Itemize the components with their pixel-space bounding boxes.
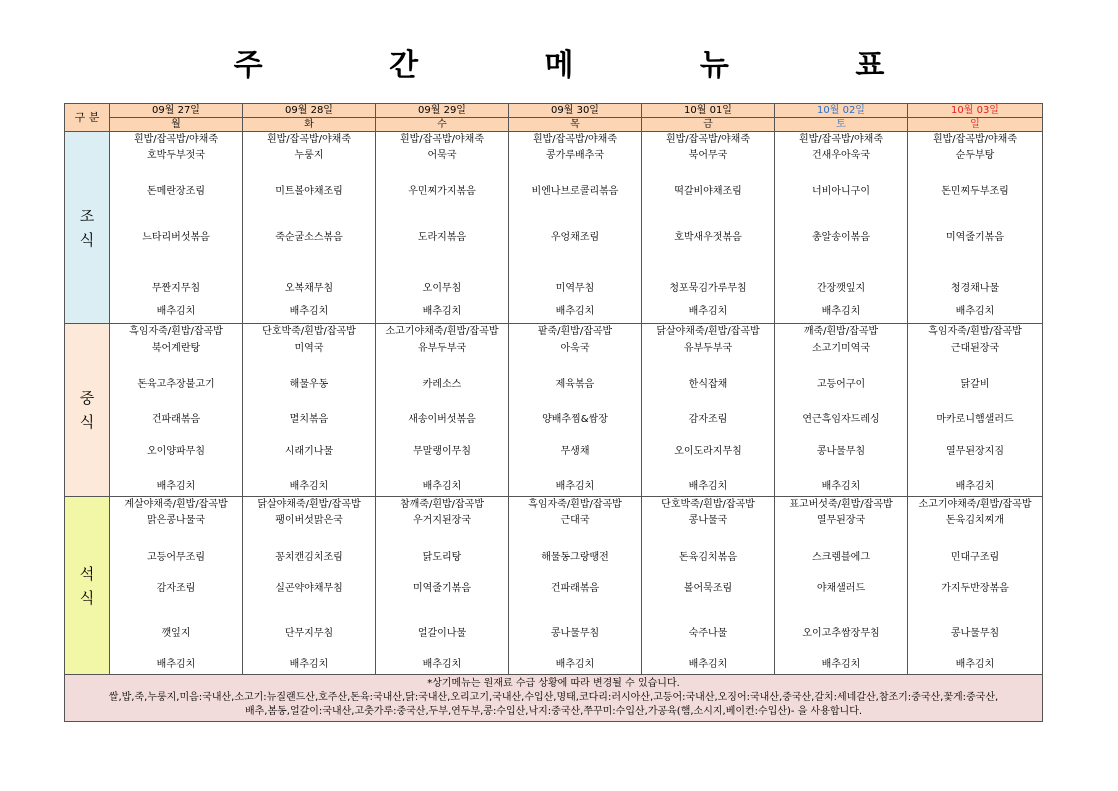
notes-box — [65, 675, 1043, 722]
menu-item: 느타리버섯볶음 — [142, 232, 210, 243]
menu-item: 흰밥/잡곡밥/야채죽 — [266, 134, 352, 145]
section-row-dinner — [65, 497, 1043, 675]
menu-cell-dinner-3 — [509, 497, 642, 675]
notes-line-2: 쌀,밥,죽,누룽지,미음:국내산,소고기:뉴질랜드산,호주산,돈육:국내산,닭:국내산,오리고기,국내산,수입산,명태,코다리:러시아산,고등어:국내산,오징어:국내산,중국산,갈치:세네갈산,참조기:중국산,꽃게:중국산, — [108, 692, 999, 703]
menu-item: 소고기야채죽/흰밥/잡곡밥 — [385, 326, 499, 337]
menu-item: 무말랭이무침 — [413, 446, 471, 457]
menu-item: 얼갈이나물 — [417, 628, 467, 639]
menu-item: 미역줄기볶음 — [946, 232, 1004, 243]
header-label: 구 분 — [65, 104, 110, 132]
menu-item: 돈메란장조림 — [147, 186, 205, 197]
section-label-dinner: 석 식 — [65, 497, 110, 675]
menu-item: 닭갈비 — [960, 379, 990, 390]
menu-item: 해물우동 — [289, 379, 329, 390]
menu-item: 배추김치 — [955, 306, 995, 317]
section-row-breakfast — [65, 132, 1043, 324]
day-weekday-5: 토 — [775, 118, 908, 132]
day-weekday-3: 목 — [509, 118, 642, 132]
menu-item: 닭살야채죽/흰밥/잡곡밥 — [257, 499, 361, 510]
menu-item: 떡갈비야채조림 — [674, 186, 742, 197]
menu-cell-breakfast-6 — [908, 132, 1043, 324]
notes-line-1: *상기메뉴는 원재료 수급 상황에 따라 변경될 수 있습니다. — [427, 678, 680, 689]
menu-cell-dinner-0 — [110, 497, 243, 675]
menu-item: 누룽지 — [294, 150, 324, 161]
menu-item: 비엔나브로콜리볶음 — [531, 186, 619, 197]
menu-item: 도라지볶음 — [417, 232, 467, 243]
menu-item: 총알송이볶음 — [812, 232, 870, 243]
menu-item: 야채샐러드 — [816, 583, 866, 594]
menu-item: 흰밥/잡곡밥/야채죽 — [133, 134, 219, 145]
menu-item: 흰밥/잡곡밥/야채죽 — [798, 134, 884, 145]
menu-item: 흑임자죽/흰밥/잡곡밥 — [528, 499, 622, 510]
menu-item: 볼어묵조림 — [683, 583, 733, 594]
menu-item: 배추김치 — [955, 659, 995, 670]
menu-cell-dinner-1 — [243, 497, 376, 675]
menu-item: 흰밥/잡곡밥/야채죽 — [399, 134, 485, 145]
day-weekday-6: 일 — [908, 118, 1043, 132]
menu-item: 고등어구이 — [816, 379, 866, 390]
menu-item: 북어무국 — [688, 150, 728, 161]
page-title: 주 간 메 뉴 표 — [233, 48, 943, 83]
menu-item: 북어계란탕 — [151, 343, 201, 354]
menu-item: 간장깻잎지 — [816, 283, 866, 294]
menu-cell-breakfast-0 — [110, 132, 243, 324]
menu-item: 양배추찜&쌈장 — [542, 414, 608, 425]
menu-item: 우민찌가지볶음 — [408, 186, 476, 197]
menu-item: 시래기나물 — [284, 446, 334, 457]
menu-item: 배추김치 — [156, 306, 196, 317]
menu-item: 깻잎지 — [161, 628, 191, 639]
menu-item: 가지두반장볶음 — [941, 583, 1009, 594]
menu-item: 소고기미역국 — [812, 343, 870, 354]
menu-item: 카레소스 — [422, 379, 462, 390]
menu-item: 스크렘블에그 — [812, 552, 870, 563]
menu-item: 건새우아욱국 — [812, 150, 870, 161]
menu-item: 청경채나물 — [950, 283, 1000, 294]
menu-item: 맑은콩나물국 — [147, 515, 205, 526]
menu-cell-breakfast-2 — [376, 132, 509, 324]
menu-cell-lunch-2 — [376, 324, 509, 497]
menu-item: 배추김치 — [555, 481, 595, 492]
menu-item: 콩나물무침 — [550, 628, 600, 639]
menu-item: 오이무침 — [422, 283, 462, 294]
menu-cell-breakfast-4 — [642, 132, 775, 324]
menu-item: 연근흑임자드레싱 — [802, 414, 880, 425]
menu-item: 배추김치 — [688, 659, 728, 670]
menu-item: 돈육고추장불고기 — [137, 379, 215, 390]
menu-item: 배추김치 — [289, 659, 329, 670]
menu-cell-breakfast-5 — [775, 132, 908, 324]
menu-item: 고등어무조림 — [147, 552, 205, 563]
menu-item: 제육볶음 — [555, 379, 595, 390]
menu-item: 배추김치 — [289, 306, 329, 317]
menu-item: 단무지무침 — [284, 628, 334, 639]
menu-item: 호박새우젓볶음 — [674, 232, 742, 243]
menu-item: 배추김치 — [821, 659, 861, 670]
menu-item: 근대국 — [560, 515, 590, 526]
menu-item: 숙주나물 — [688, 628, 728, 639]
menu-item: 배추김치 — [955, 481, 995, 492]
day-date-4: 10월 01일 — [642, 104, 775, 118]
menu-item: 흰밥/잡곡밥/야채죽 — [932, 134, 1018, 145]
day-weekday-1: 화 — [243, 118, 376, 132]
day-date-0: 09월 27일 — [110, 104, 243, 118]
menu-item: 청포묵김가루무침 — [669, 283, 747, 294]
menu-item: 오복채무침 — [284, 283, 334, 294]
menu-item: 미역무침 — [555, 283, 595, 294]
menu-item: 감자조림 — [156, 583, 196, 594]
menu-item: 배추김치 — [821, 306, 861, 317]
menu-item: 열무된장국 — [816, 515, 866, 526]
menu-item: 깨죽/흰밥/잡곡밥 — [803, 326, 879, 337]
menu-item: 아욱국 — [560, 343, 590, 354]
menu-cell-lunch-4 — [642, 324, 775, 497]
day-weekday-2: 수 — [376, 118, 509, 132]
menu-item: 배추김치 — [688, 481, 728, 492]
day-date-6: 10월 03일 — [908, 104, 1043, 118]
notes-line-3: 배추,봄동,얼갈이:국내산,고춧가루:중국산,두부,연두부,콩:수입산,낙지:중국산,쭈꾸미:수입산,가공육(햄,소시지,베이컨:수입산)- 을 사용합니다. — [244, 706, 863, 717]
menu-item: 오이양파무침 — [147, 446, 205, 457]
section-label-breakfast: 조 식 — [65, 132, 110, 324]
menu-item: 콩가루배추국 — [546, 150, 604, 161]
menu-item: 열무된장지짐 — [946, 446, 1004, 457]
menu-item: 건파래볶음 — [151, 414, 201, 425]
menu-item: 닭도리탕 — [422, 552, 462, 563]
menu-cell-dinner-5 — [775, 497, 908, 675]
menu-item: 콩나물무침 — [950, 628, 1000, 639]
menu-item: 호박두부젓국 — [147, 150, 205, 161]
menu-item: 미역국 — [294, 343, 324, 354]
menu-item: 해물동그랑땡전 — [541, 552, 609, 563]
menu-item: 돈육김치볶음 — [679, 552, 737, 563]
menu-item: 순두부탕 — [955, 150, 995, 161]
menu-item: 실곤약야채무침 — [275, 583, 343, 594]
menu-item: 새송이버섯볶음 — [408, 414, 476, 425]
menu-item: 배추김치 — [289, 481, 329, 492]
menu-item: 우거지된장국 — [413, 515, 471, 526]
menu-item: 돈육김치찌개 — [946, 515, 1004, 526]
menu-cell-breakfast-1 — [243, 132, 376, 324]
menu-item: 멸치볶음 — [289, 414, 329, 425]
menu-item: 흰밥/잡곡밥/야채죽 — [532, 134, 618, 145]
menu-item: 닭살야채죽/흰밥/잡곡밥 — [656, 326, 760, 337]
menu-item: 참깨죽/흰밥/잡곡밥 — [399, 499, 485, 510]
menu-item: 감자조림 — [688, 414, 728, 425]
menu-item: 마카로니햄샐러드 — [936, 414, 1014, 425]
menu-cell-lunch-6 — [908, 324, 1043, 497]
menu-item: 배추김치 — [156, 481, 196, 492]
menu-cell-lunch-5 — [775, 324, 908, 497]
menu-item: 단호박죽/흰밥/잡곡밥 — [661, 499, 755, 510]
section-row-lunch — [65, 324, 1043, 497]
menu-cell-lunch-0 — [110, 324, 243, 497]
menu-item: 콩나물무침 — [816, 446, 866, 457]
menu-item: 배추김치 — [422, 481, 462, 492]
menu-item: 죽순굴소스볶음 — [275, 232, 343, 243]
menu-item: 팽이버섯맑은국 — [275, 515, 343, 526]
menu-item: 미역줄기볶음 — [413, 583, 471, 594]
day-date-1: 09월 28일 — [243, 104, 376, 118]
menu-item: 배추김치 — [688, 306, 728, 317]
menu-item: 단호박죽/흰밥/잡곡밥 — [262, 326, 356, 337]
menu-cell-breakfast-3 — [509, 132, 642, 324]
menu-item: 꽁치캔김치조림 — [275, 552, 343, 563]
menu-item: 돈민찌두부조림 — [941, 186, 1009, 197]
day-date-5: 10월 02일 — [775, 104, 908, 118]
menu-item: 흰밥/잡곡밥/야채죽 — [665, 134, 751, 145]
menu-item: 계살야채죽/흰밥/잡곡밥 — [124, 499, 228, 510]
section-label-lunch: 중 식 — [65, 324, 110, 497]
menu-item: 오이고추쌈장무침 — [802, 628, 880, 639]
menu-item: 유부두부국 — [683, 343, 733, 354]
menu-item: 무짠지무침 — [151, 283, 201, 294]
menu-cell-lunch-1 — [243, 324, 376, 497]
menu-item: 민대구조림 — [950, 552, 1000, 563]
menu-item: 무생채 — [560, 446, 590, 457]
menu-cell-dinner-4 — [642, 497, 775, 675]
menu-item: 흑임자죽/흰밥/잡곡밥 — [928, 326, 1022, 337]
weekly-menu-table — [64, 103, 1043, 722]
menu-item: 건파래볶음 — [550, 583, 600, 594]
menu-item: 오이도라지무침 — [674, 446, 742, 457]
menu-item: 근대된장국 — [950, 343, 1000, 354]
menu-item: 표고버섯죽/흰밥/잡곡밥 — [789, 499, 893, 510]
menu-item: 배추김치 — [555, 659, 595, 670]
menu-cell-lunch-3 — [509, 324, 642, 497]
menu-cell-dinner-6 — [908, 497, 1043, 675]
menu-item: 우엉채조림 — [550, 232, 600, 243]
day-date-2: 09월 29일 — [376, 104, 509, 118]
menu-item: 유부두부국 — [417, 343, 467, 354]
menu-item: 흑임자죽/흰밥/잡곡밥 — [129, 326, 223, 337]
menu-item: 배추김치 — [422, 659, 462, 670]
menu-item: 소고기야채죽/흰밥/잡곡밥 — [918, 499, 1032, 510]
menu-item: 팥죽/흰밥/잡곡밥 — [537, 326, 613, 337]
menu-item: 배추김치 — [422, 306, 462, 317]
menu-item: 미트볼야채조림 — [275, 186, 343, 197]
menu-item: 배추김치 — [156, 659, 196, 670]
menu-item: 배추김치 — [821, 481, 861, 492]
day-weekday-4: 금 — [642, 118, 775, 132]
menu-item: 배추김치 — [555, 306, 595, 317]
menu-item: 한식잡채 — [688, 379, 728, 390]
menu-cell-dinner-2 — [376, 497, 509, 675]
day-date-3: 09월 30일 — [509, 104, 642, 118]
day-weekday-0: 월 — [110, 118, 243, 132]
menu-item: 너비아니구이 — [812, 186, 870, 197]
menu-item: 어묵국 — [427, 150, 457, 161]
menu-item: 콩나물국 — [688, 515, 728, 526]
